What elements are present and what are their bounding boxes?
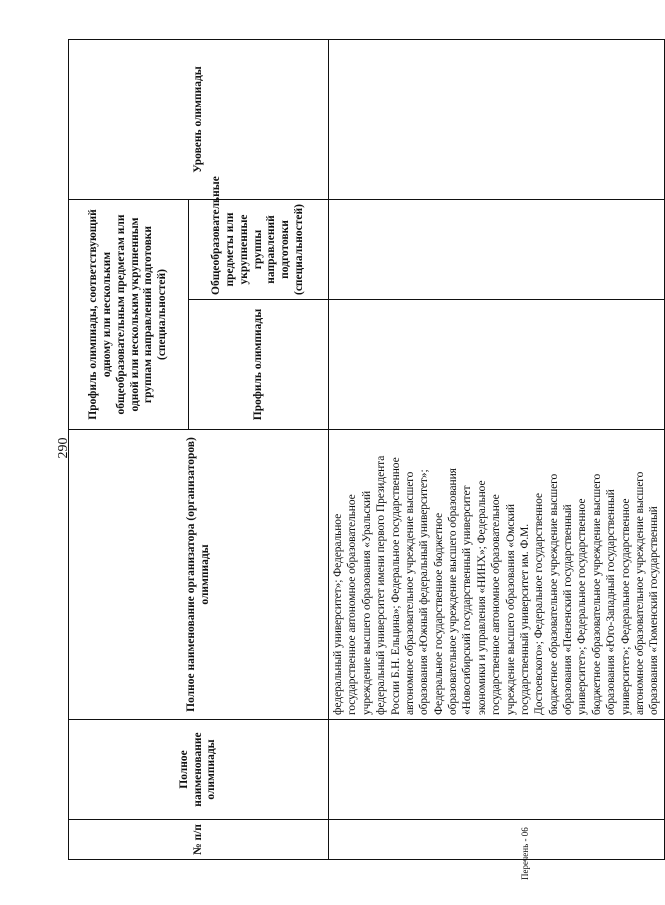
organizer-line: государственное автономное образовательное bbox=[346, 494, 359, 715]
cell-level bbox=[329, 40, 665, 200]
organizer-line: государственный университет им. Ф.М. bbox=[518, 523, 531, 715]
header-subjects: Общеобразовательные предметы или укрупненные группы направлений подготовки (специальностей) bbox=[189, 200, 329, 300]
header-num: № п/п bbox=[69, 820, 329, 860]
table-header-row bbox=[69, 40, 189, 860]
cell-profile bbox=[329, 300, 665, 430]
header-level: Уровень олимпиады bbox=[69, 40, 329, 200]
cell-name bbox=[329, 720, 665, 820]
olympiad-table bbox=[68, 39, 665, 860]
page-number: 290 bbox=[56, 437, 71, 459]
organizer-line: учреждение высшего образования «Уральский bbox=[360, 490, 373, 715]
organizer-line: образования «Тюменский государственный bbox=[648, 506, 661, 715]
organizer-line: Федеральное государственное бюджетное bbox=[432, 513, 445, 715]
organizer-line: образовательное учреждение высшего образования bbox=[447, 468, 459, 715]
organizer-line: России Б.Н. Ельцина»; Федеральное государственное bbox=[389, 457, 402, 715]
header-profile: Профиль олимпиады bbox=[189, 300, 329, 430]
footer-note: Перечень - 06 bbox=[520, 827, 530, 880]
organizer-line: университет»; Федеральное государственное bbox=[619, 498, 632, 715]
cell-organizer bbox=[329, 430, 665, 720]
header-organizer: Полное наименование организатора (организаторов) олимпиады bbox=[69, 430, 329, 720]
cell-subjects bbox=[329, 200, 665, 300]
olympiad-table-container bbox=[68, 40, 661, 860]
organizer-line: бюджетное образовательное учреждение высшего bbox=[547, 473, 560, 715]
organizer-line: образования «Юго-Западный государственный bbox=[605, 489, 618, 715]
organizer-line: автономное образовательное учреждение высшего bbox=[633, 471, 646, 715]
organizer-line: Достоевского»; Федеральное государственное bbox=[533, 493, 546, 715]
table-row bbox=[329, 40, 665, 860]
organizer-line: автономное образовательное учреждение высшего bbox=[403, 471, 416, 715]
organizer-line: учреждение высшего образования «Омский bbox=[504, 504, 517, 715]
organizer-line: университет»; Федеральное государственное bbox=[576, 498, 589, 715]
organizer-line: образования «Пензенский государственный bbox=[562, 504, 574, 715]
organizer-line: федеральный университет»; Федеральное bbox=[332, 513, 344, 715]
organizer-line: бюджетное образовательное учреждение высшего bbox=[590, 473, 603, 715]
organizer-line: федеральный университет имени первого Президента bbox=[375, 455, 388, 715]
organizer-line: государственное автономное образовательное bbox=[490, 494, 503, 715]
organizer-line: «Новосибирский государственный университет bbox=[461, 485, 474, 715]
cell-num bbox=[329, 820, 665, 860]
organizer-line: экономики и управления «НИНХ»; Федеральное bbox=[475, 480, 488, 715]
header-profile-group: Профиль олимпиады, соответствующий одному или нескольким общеобразовательным предметам или одной или нескольким укрупненным группам направлений подготовки (специальностей) bbox=[69, 200, 189, 430]
organizer-line: образования «Южный федеральный университет»; bbox=[418, 469, 431, 715]
header-name: Полное наименование олимпиады bbox=[69, 720, 329, 820]
